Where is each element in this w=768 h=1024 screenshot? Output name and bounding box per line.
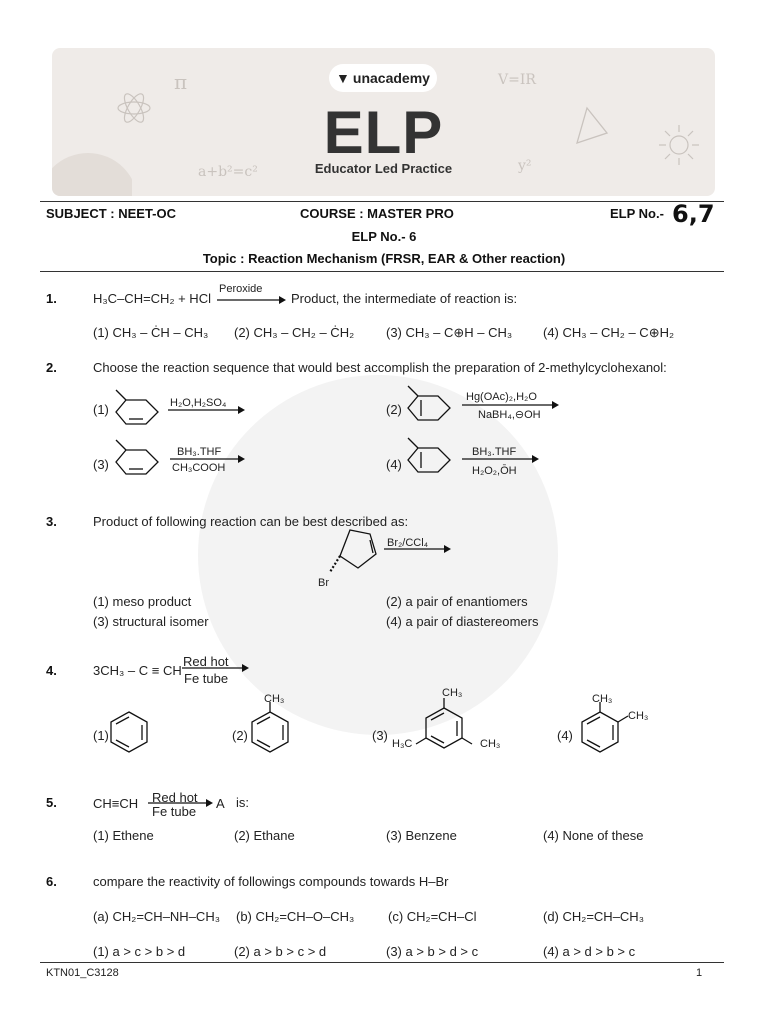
q2-number: 2. xyxy=(46,360,57,375)
q3-option-2: (2) a pair of enantiomers xyxy=(386,594,528,609)
q5-tail: is: xyxy=(236,795,249,810)
q3-option-1: (1) meso product xyxy=(93,594,192,609)
q5-number: 5. xyxy=(46,795,57,810)
q2-o4-reagent-top: BH₃.THF xyxy=(472,446,517,458)
q2-option-2-label: (2) xyxy=(386,402,402,417)
course-label: COURSE : MASTER PRO xyxy=(300,206,454,221)
q5-option-2: (2) Ethane xyxy=(234,828,295,843)
q1-arrow-icon xyxy=(217,296,287,304)
q2-o4-methylcyclohexene xyxy=(404,436,464,486)
q2-o4-arrow-icon xyxy=(462,455,542,463)
page-number: 1 xyxy=(696,967,703,979)
footer-rule xyxy=(40,962,724,963)
doodle-ohm: V=IR xyxy=(498,72,536,88)
q3-bromocyclopentene xyxy=(330,526,390,576)
elp-no-handwritten: 6,7 xyxy=(672,200,715,228)
q3-option-4: (4) a pair of diastereomers xyxy=(386,614,539,629)
q6-text: compare the reactivity of followings compounds towards H–Br xyxy=(93,874,449,889)
q6-compound-d: (d) CH₂=CH–CH₃ xyxy=(543,909,644,924)
sun-doodle-icon xyxy=(657,123,701,167)
q5-reagent-bottom: Fe tube xyxy=(152,804,197,819)
q5-reactant: CH≡CH xyxy=(93,796,139,811)
elp-no-label: ELP No.- xyxy=(610,206,664,221)
brand-name: unacademy xyxy=(352,70,430,86)
banner-subtitle: Educator Led Practice xyxy=(314,161,453,176)
q1-option-2: (2) CH₃ – CH₂ – ĊH₂ xyxy=(234,325,355,340)
q4-o4-ch3-right: CH₃ xyxy=(628,710,649,722)
q2-o2-methylcyclohexene xyxy=(404,384,464,434)
q6-compound-c: (c) CH₂=CH–Cl xyxy=(388,909,477,924)
circle-doodle-icon xyxy=(52,143,132,196)
q4-number: 4. xyxy=(46,663,57,678)
q6-option-1: (1) a > c > b > d xyxy=(93,944,186,959)
q2-o1-reagent: H₂O,H₂SO₄ xyxy=(170,397,227,409)
q4-reactant: 3CH₃ – C ≡ CH xyxy=(93,663,182,678)
q3-reagent: Br₂/CCl₄ xyxy=(387,537,429,549)
q4-o3-mesitylene xyxy=(422,706,466,750)
q4-o1-benzene xyxy=(107,710,151,754)
q4-o3-ch3-right: CH₃ xyxy=(480,738,501,750)
q1-option-4: (4) CH₃ – CH₂ – C⊕H₂ xyxy=(543,325,675,340)
q4-option-2-label: (2) xyxy=(232,728,248,743)
q6-number: 6. xyxy=(46,874,57,889)
q4-option-3-label: (3) xyxy=(372,728,388,743)
unacademy-logo-icon: ▼ xyxy=(336,70,350,86)
q3-number: 3. xyxy=(46,514,57,529)
q3-text: Product of following reaction can be best described as: xyxy=(93,514,409,529)
q1-option-3: (3) CH₃ – C⊕H – CH₃ xyxy=(386,325,513,340)
subject-label: SUBJECT : NEET-OC xyxy=(46,206,177,221)
q4-o3-ch3-top: CH₃ xyxy=(442,687,463,699)
q4-o4-xylene xyxy=(578,710,622,754)
q2-text: Choose the reaction sequence that would best accomplish the preparation of 2-methylcyclohexanol: xyxy=(93,360,667,375)
q6-option-4: (4) a > d > b > c xyxy=(543,944,636,959)
elp-no-line: ELP No.- 6 xyxy=(351,229,417,244)
q4-o4-ch3-top: CH₃ xyxy=(592,693,613,705)
q6-option-2: (2) a > b > c > d xyxy=(234,944,327,959)
q2-option-3-label: (3) xyxy=(93,457,109,472)
q3-option-3: (3) structural isomer xyxy=(93,614,209,629)
header-top-rule xyxy=(40,201,724,202)
q2-o4-reagent-bottom: H₂O₂,ŌH xyxy=(472,465,517,477)
q2-o1-methylcyclohexene xyxy=(112,388,172,438)
q4-o2-ch3: CH₃ xyxy=(264,693,285,705)
q2-o1-arrow-icon xyxy=(168,406,248,414)
q2-option-1-label: (1) xyxy=(93,402,109,417)
q5-reagent-top: Red hot xyxy=(152,790,198,805)
q2-o2-reagent-bottom: NaBH₄,⊖OH xyxy=(478,409,541,421)
q6-option-3: (3) a > b > d > c xyxy=(386,944,479,959)
q1-reagent: Peroxide xyxy=(219,283,263,295)
q4-reagent-bottom: Fe tube xyxy=(184,671,229,686)
q2-o3-reagent-bottom: CH₃COOH xyxy=(172,462,226,474)
q2-o3-reagent-top: BH₃.THF xyxy=(177,446,222,458)
q5-product: A xyxy=(216,796,225,811)
q4-o2-toluene xyxy=(248,710,292,754)
q1-text: Product, the intermediate of reaction is: xyxy=(291,291,518,306)
q5-option-1: (1) Ethene xyxy=(93,828,154,843)
elp-banner xyxy=(52,48,715,196)
q6-compound-b: (b) CH₂=CH–O–CH₃ xyxy=(236,909,355,924)
q4-reagent-top: Red hot xyxy=(183,654,229,669)
q4-o3-h3c: H₃C xyxy=(392,738,413,750)
q4-option-4-label: (4) xyxy=(557,728,573,743)
q6-compound-a: (a) CH₂=CH–NH–CH₃ xyxy=(93,909,220,924)
q2-option-4-label: (4) xyxy=(386,457,402,472)
q4-option-1-label: (1) xyxy=(93,728,109,743)
q5-option-3: (3) Benzene xyxy=(386,828,457,843)
q2-o2-reagent-top: Hg(OAc)₂,H₂O xyxy=(466,391,537,403)
header-bottom-rule xyxy=(40,271,724,272)
banner-title: ELP xyxy=(323,99,444,166)
q1-option-1: (1) CH₃ – ĊH – CH₃ xyxy=(93,325,209,340)
q1-number: 1. xyxy=(46,291,57,306)
topic-line: Topic : Reaction Mechanism (FRSR, EAR & Other reaction) xyxy=(202,251,566,266)
doodle-y2: y² xyxy=(518,158,532,174)
footer-code: KTN01_C3128 xyxy=(46,967,119,979)
atom-doodle-icon xyxy=(114,88,154,128)
doodle-pythagoras: a+b²=c² xyxy=(198,164,258,180)
q3-arrow-icon xyxy=(384,545,454,553)
brand-pill xyxy=(329,64,437,92)
q2-o3-methylcyclohexene xyxy=(112,438,172,488)
triangle-doodle-icon xyxy=(572,103,612,148)
doodle-pi: π xyxy=(174,70,188,94)
q1-reactant: H₃C–CH=CH₂ + HCl xyxy=(93,291,211,306)
q3-br-label: Br xyxy=(318,577,329,589)
q5-option-4: (4) None of these xyxy=(543,828,644,843)
